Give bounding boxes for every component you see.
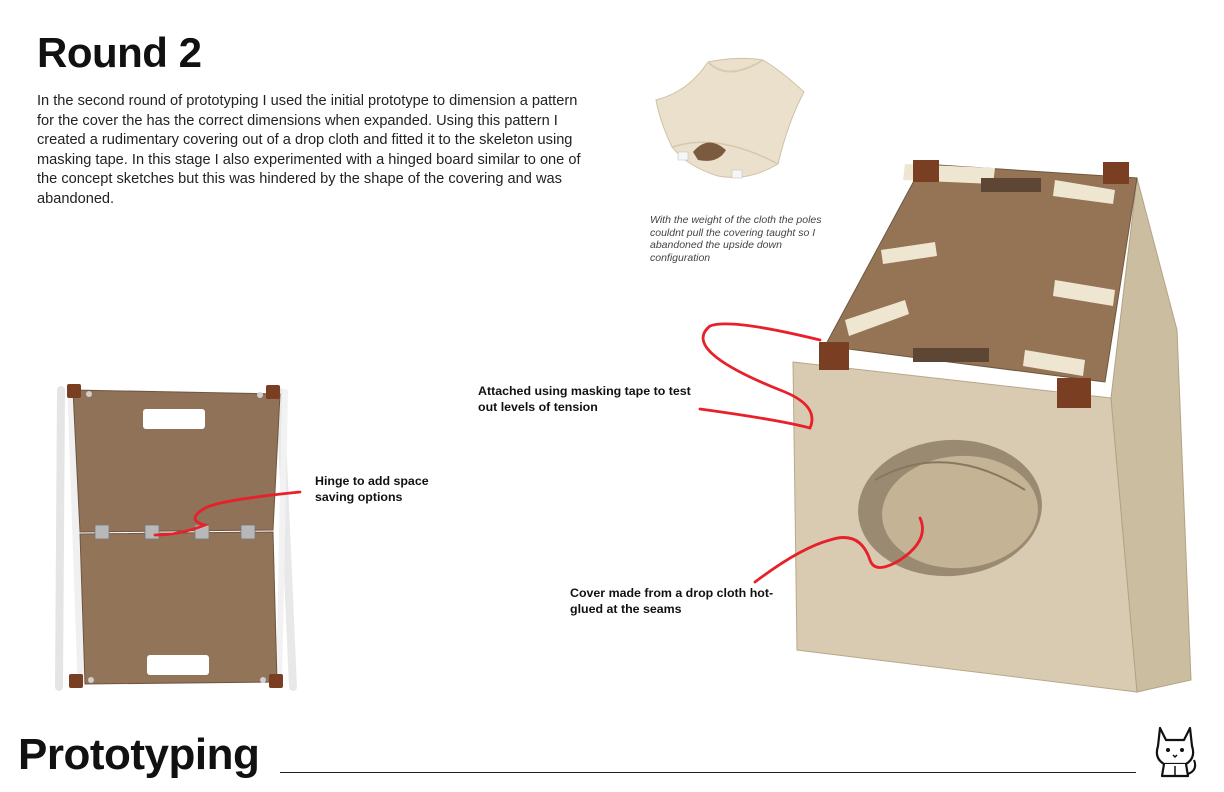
- hinge-annotation-line: [155, 492, 300, 535]
- tape-callout: Attached using masking tape to test out levels of tension: [478, 384, 691, 414]
- footer-title: Prototyping: [18, 730, 260, 779]
- intro-paragraph: In the second round of prototyping I used the initial prototype to dimension a pattern for the cover the has the correct dimensions when expanded. Using this pattern I created a rudimentary covering out of a drop cloth and fitted it to the skeleton using masking tape. In this stage I also experimented with a hinged board similar to one of the concept sketches but this was hindered by the shape of the covering and was abandoned.: [37, 93, 581, 207]
- cover-callout: Cover made from a drop cloth hot-glued at the seams: [570, 586, 774, 616]
- tape-annotation-line: [700, 324, 820, 428]
- hinge-callout: Hinge to add space saving options: [315, 474, 429, 504]
- page-title: Round 2: [37, 29, 202, 76]
- cat-icon: [1150, 724, 1200, 778]
- footer-divider: [280, 772, 1136, 773]
- upside-down-caption: With the weight of the cloth the poles couldnt pull the covering taught so I abandoned the upside down configuration: [650, 214, 822, 264]
- cover-annotation-line: [755, 518, 923, 582]
